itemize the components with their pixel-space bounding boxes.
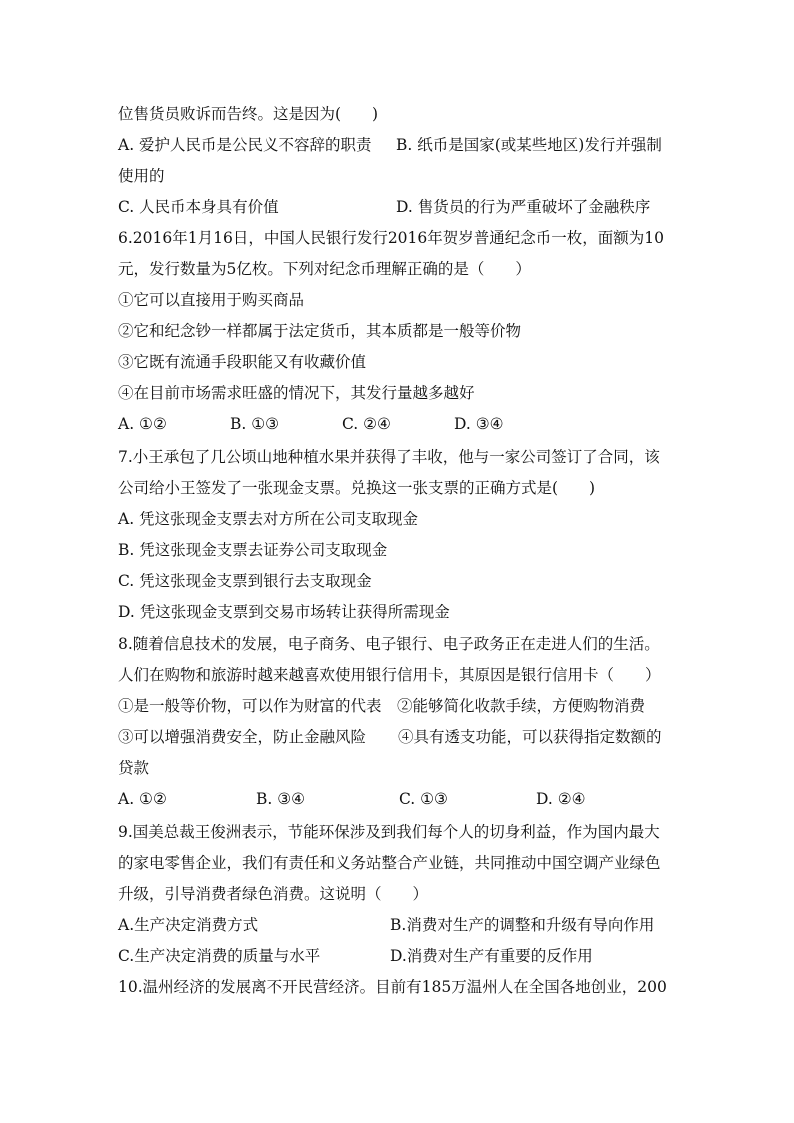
text-line: 的家电零售企业，我们有责任和义务站整合产业链，共同推动中国空调产业绿色 <box>118 854 661 872</box>
statement-4: ④具有透支功能，可以获得指定数额的 <box>398 728 662 746</box>
option-a: A. 爱护人民币是公民义不容辞的职责 <box>118 136 372 154</box>
statement-3: ③可以增强消费安全，防止金融风险 <box>118 728 367 746</box>
option-d: D.消费对生产有重要的反作用 <box>390 947 593 965</box>
question-8: 8.随着信息技术的发展，电子商务、电子银行、电子政务正在走进人们的生活。 <box>118 635 660 653</box>
option-b: B.消费对生产的调整和升级有导向作用 <box>390 916 655 934</box>
option-a: A. ①② <box>118 790 167 808</box>
option-a: A. 凭这张现金支票去对方所在公司支取现金 <box>118 510 419 528</box>
text-line: 元，发行数量为5亿枚。下列对纪念币理解正确的是（ ） <box>118 260 531 278</box>
option-b: B. 纸币是国家(或某些地区)发行并强制 <box>396 136 662 154</box>
option-d: D. 售货员的行为严重破坏了金融秩序 <box>396 198 651 216</box>
option-c: C. 人民币本身具有价值 <box>118 198 279 216</box>
text-line: 位售货员败诉而告终。这是因为( ) <box>118 105 379 123</box>
option-b: B. ①③ <box>230 415 280 433</box>
option-c: C. 凭这张现金支票到银行去支取现金 <box>118 572 372 590</box>
statement-1: ①它可以直接用于购买商品 <box>118 291 305 309</box>
option-d: D. 凭这张现金支票到交易市场转让获得所需现金 <box>118 603 450 621</box>
option-c: C. ②④ <box>342 415 391 433</box>
text-line: 使用的 <box>118 167 165 185</box>
text-line: 公司给小王签发了一张现金支票。兑换这一张支票的正确方式是( ) <box>118 479 596 497</box>
statement-2: ②它和纪念钞一样都属于法定货币，其本质都是一般等价物 <box>118 322 522 340</box>
option-a: A. ①② <box>118 415 167 433</box>
text-line: 贷款 <box>118 759 150 777</box>
option-d: D. ②④ <box>536 790 586 808</box>
question-6: 6.2016年1月16日，中国人民银行发行2016年贺岁普通纪念币一枚，面额为10 <box>118 229 664 247</box>
question-9: 9.国美总裁王俊洲表示，节能环保涉及到我们每个人的切身利益，作为国内最大 <box>118 823 660 841</box>
option-a: A.生产决定消费方式 <box>118 916 259 934</box>
question-10: 10.温州经济的发展离不开民营经济。目前有185万温州人在全国各地创业，200 <box>118 978 667 996</box>
statement-2: ②能够简化收款手续，方便购物消费 <box>397 697 646 715</box>
option-b: B. 凭这张现金支票去证券公司支取现金 <box>118 541 388 559</box>
option-b: B. ③④ <box>256 790 306 808</box>
statement-4: ④在目前市场需求旺盛的情况下，其发行量越多越好 <box>118 384 475 402</box>
option-c: C. ①③ <box>399 790 448 808</box>
question-7: 7.小王承包了几公顷山地种植水果并获得了丰收，他与一家公司签订了合同，该 <box>118 448 660 466</box>
text-line: 升级，引导消费者绿色消费。这说明（ ） <box>118 885 429 903</box>
option-d: D. ③④ <box>454 415 504 433</box>
text-line: 人们在购物和旅游时越来越喜欢使用银行信用卡，其原因是银行信用卡（ ） <box>118 666 661 684</box>
option-c: C.生产决定消费的质量与水平 <box>118 947 321 965</box>
statement-1: ①是一般等价物，可以作为财富的代表 <box>118 697 382 715</box>
statement-3: ③它既有流通手段职能又有收藏价值 <box>118 353 367 371</box>
